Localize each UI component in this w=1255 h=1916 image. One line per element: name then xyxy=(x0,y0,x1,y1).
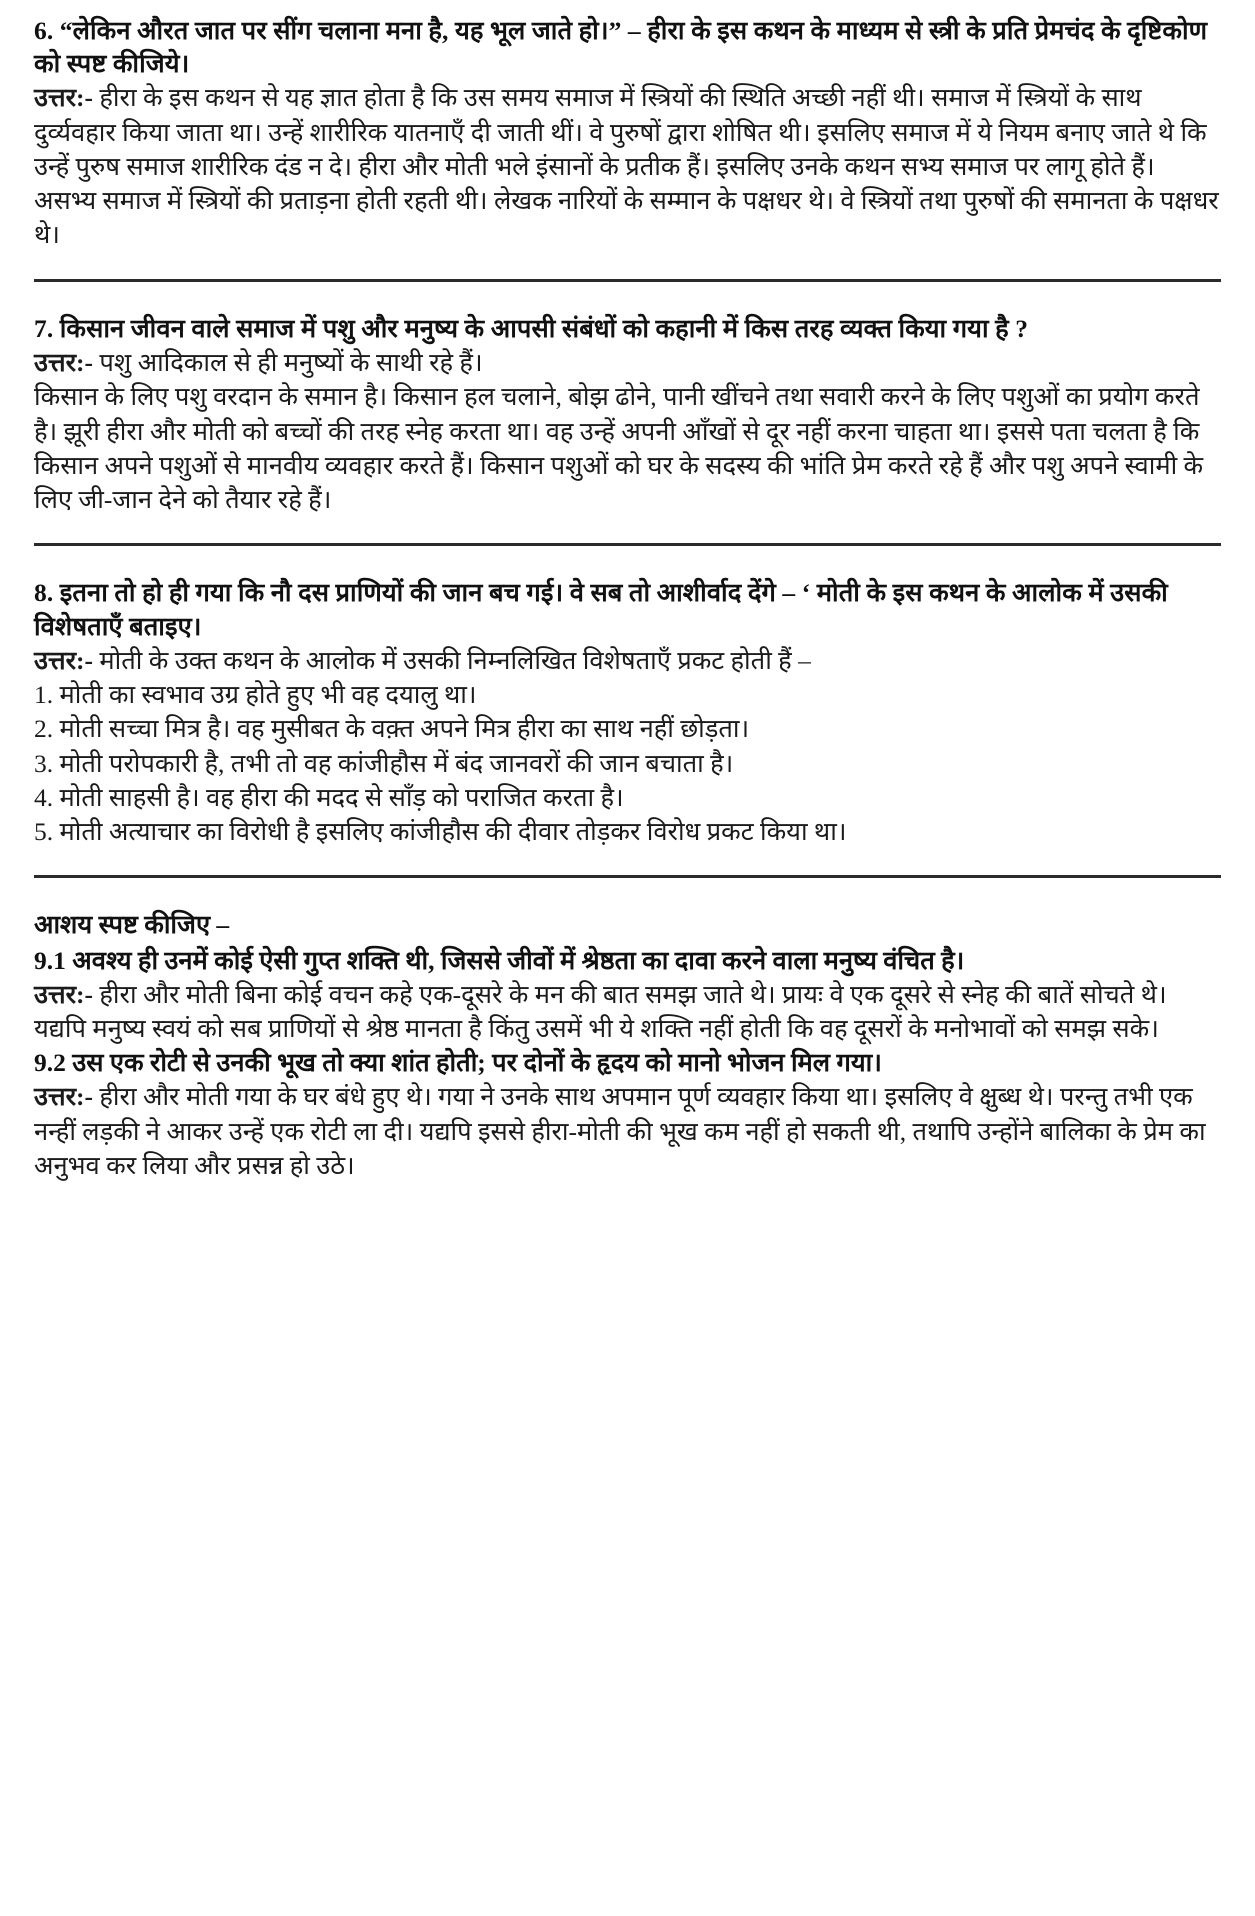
answer-body-q9-1: हीरा और मोती बिना कोई वचन कहे एक-दूसरे के मन की बात समझ जाते थे। प्रायः वे एक दूसरे से स्नेह की बातें सोचते थे। यद्यपि मनुष्य स्वयं को सब प्राणियों से श्रेष्ठ मानता है किंतु उसमें भी ये शक्ति नहीं होती कि वह दूसरों के मनोभावों को समझ सके। xyxy=(34,979,1167,1044)
answer-body-q8: मोती के उक्त कथन के आलोक में उसकी निम्नलिखित विशेषताएँ प्रकट होती हैं – xyxy=(93,645,811,675)
answer-body-q9-2: हीरा और मोती गया के घर बंधे हुए थे। गया ने उनके साथ अपमान पूर्ण व्यवहार किया था। इसलिए वे क्षुब्ध थे। परन्तु तभी एक नन्हीं लड़की ने आकर उन्हें एक रोटी ला दी। यद्यपि इससे हीरा-मोती की भूख कम नहीं हो सकती थी, तथापि उन्होंने बालिका के प्रेम का अनुभव कर लिया और प्रसन्न हो उठे। xyxy=(34,1082,1206,1181)
answer-body-q7: पशु आदिकाल से ही मनुष्यों के साथी रहे हैं। xyxy=(93,347,483,377)
answer-body-q6: हीरा के इस कथन से यह ज्ञात होता है कि उस समय समाज में स्त्रियों की स्थिति अच्छी नहीं थी। समाज में स्त्रियों के साथ दुर्व्यवहार किया जाता था। उन्हें शारीरिक यातनाएँ दी जाती थीं। वे पुरुषों द्वारा शोषित थी। इसलिए समाज में ये नियम बनाए जाते थे कि उन्हें पुरुष समाज शारीरिक दंड न दे। हीरा और मोती भले इंसानों के प्रतीक हैं। इसलिए उनके कथन सभ्य समाज पर लागू होते हैं। असभ्य समाज में स्त्रियों की प्रताड़ना होती रहती थी। लेखक नारियों के सम्मान के पक्षधर थे। वे स्त्रियों तथा पुरुषों की समानता के पक्षधर थे। xyxy=(34,83,1219,250)
answer-text-q9-2 xyxy=(34,1080,1221,1183)
question-text-q6: 6. “लेकिन औरत जात पर सींग चलाना मना है, यह भूल जाते हो।” – हीरा के इस कथन के माध्यम से स्त्री के प्रति प्रेमचंद के दृष्टिकोण को स्पष्ट कीजिये। xyxy=(34,16,1208,79)
list-item: 3. मोती परोपकारी है, तभी तो वह कांजीहौस में बंद जानवरों की जान बचाता है। xyxy=(34,748,734,778)
answer-text-q7 xyxy=(34,346,1221,380)
answer-label-q7: उत्तर:- xyxy=(34,347,94,377)
list-item: 4. मोती साहसी है। वह हीरा की मदद से साँड़ को पराजित करता है। xyxy=(34,782,624,812)
section-divider-2 xyxy=(34,543,1221,546)
answer-label-q9-2: उत्तर:- xyxy=(34,1082,94,1112)
list-item: 1. मोती का स्वभाव उग्र होते हुए भी वह दयालु था। xyxy=(34,679,477,709)
qa-block-q7 xyxy=(34,312,1221,518)
question-text-q8: 8. इतना तो हो ही गया कि नौ दस प्राणियों की जान बच गई। वे सब तो आशीर्वाद देंगे – ‘ मोती के इस कथन के आलोक में उसकी विशेषताएँ बताइए। xyxy=(34,578,1168,641)
answer-text-q8 xyxy=(34,644,1221,678)
question-text-q9-1: 9.1 अवश्य ही उनमें कोई ऐसी गुप्त शक्ति थी, जिससे जीवों में श्रेष्ठता का दावा करने वाला मनुष्य वंचित है। xyxy=(34,945,965,975)
list-item: 2. मोती सच्चा मित्र है। वह मुसीबत के वक़्त अपने मित्र हीरा का साथ नहीं छोड़ता। xyxy=(34,714,750,744)
qa-block-q8 xyxy=(34,576,1221,849)
section-heading: आशय स्पष्ट कीजिए – xyxy=(34,910,230,940)
answer-text-q6 xyxy=(34,81,1221,252)
question-text-q9-2: 9.2 उस एक रोटी से उनकी भूख तो क्या शांत होती; पर दोनों के हृदय को मानो भोजन मिल गया। xyxy=(34,1048,882,1078)
list-item: 5. मोती अत्याचार का विरोधी है इसलिए कांजीहौस की दीवार तोड़कर विरोध प्रकट किया था। xyxy=(34,817,847,847)
section-divider-3 xyxy=(34,875,1221,878)
section-divider-1 xyxy=(34,279,1221,282)
question-text-q7: 7. किसान जीवन वाले समाज में पशु और मनुष्य के आपसी संबंधों को कहानी में किस तरह व्यक्त किया गया है ? xyxy=(34,313,1029,343)
answer-label-q6: उत्तर:- xyxy=(34,83,94,113)
answer-label-q9-1: उत्तर:- xyxy=(34,979,94,1009)
answer-label-q8: उत्तर:- xyxy=(34,645,94,675)
qa-block-q6 xyxy=(34,14,1221,253)
answer-text-q9-1 xyxy=(34,978,1221,1047)
final-section xyxy=(34,908,1221,1183)
bottom-spacer xyxy=(34,1183,1221,1193)
answer-body-q7-part2: किसान के लिए पशु वरदान के समान है। किसान हल चलाने, बोझ ढोने, पानी खींचने तथा सवारी करने के लिए पशुओं का प्रयोग करते है। झूरी हीरा और मोती को बच्चों की तरह स्नेह करता था। वह उन्हें अपनी आँखों से दूर नहीं करना चाहता था। इससे पता चलता है कि किसान अपने पशुओं से मानवीय व्यवहार करते हैं। किसान पशुओं को घर के सदस्य की भांति प्रेम करते रहे हैं और पशु अपने स्वामी के लिए जी-जान देने को तैयार रहे हैं। xyxy=(34,382,1204,515)
